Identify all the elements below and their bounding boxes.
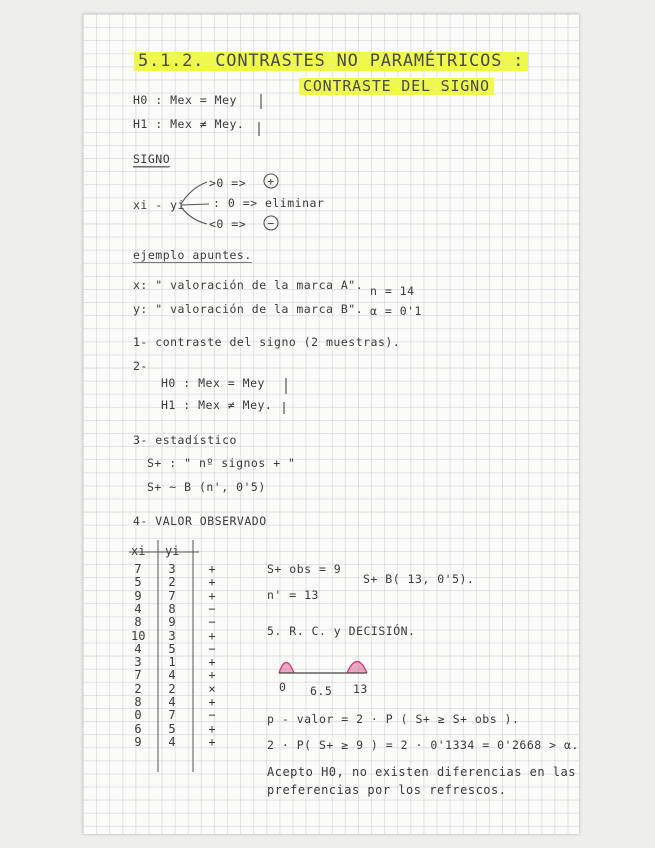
- table-cell-sign: −: [208, 601, 216, 616]
- n-value: n = 14: [370, 284, 415, 298]
- table-cell-x: 6: [134, 721, 142, 736]
- table-cell-y: 1: [168, 655, 176, 670]
- branch-zero: : 0 => eliminar: [213, 196, 325, 210]
- table-cell-x: 8: [134, 695, 142, 709]
- table-cell-y: 7: [168, 708, 176, 723]
- table-cell-y: 5: [168, 641, 176, 656]
- table-cell-x: 9: [134, 734, 142, 749]
- table-cell-sign: +: [208, 721, 216, 736]
- table-cell-x: 2: [134, 681, 142, 696]
- conclusion-line-2: preferencias por los refrescos.: [267, 783, 507, 797]
- table-cell-y: 4: [168, 668, 176, 683]
- table-cell-x: 4: [134, 641, 142, 656]
- table-cell-y: 7: [168, 588, 176, 603]
- table-cell-y: 4: [168, 734, 176, 749]
- table-cell-y: 4: [168, 695, 176, 709]
- table-cell-sign: +: [208, 628, 216, 643]
- table-header-x: xi: [131, 544, 146, 558]
- step-2: 2-: [133, 359, 148, 373]
- n-prime: n' = 13: [267, 588, 319, 602]
- table-cell-y: 8: [168, 601, 176, 616]
- table-cell-y: 3: [168, 628, 176, 643]
- example-heading: ejemplo apuntes.: [133, 248, 252, 262]
- table-cell-x: 7: [134, 668, 142, 683]
- hypothesis-h1-top: H1 : Mex ≠ Mey.: [133, 117, 245, 131]
- table-cell-sign: +: [208, 734, 216, 749]
- statistic-distribution: S+ ~ B (n', 0'5): [147, 480, 266, 494]
- table-cell-x: 9: [134, 588, 142, 603]
- sign-difference: xi - yi: [133, 198, 185, 212]
- branch-positive: >0 =>: [209, 176, 247, 190]
- conclusion-line-1: Acepto H0, no existen diferencias en las: [267, 765, 576, 779]
- table-cell-x: 8: [134, 615, 142, 630]
- table-cell-x: 4: [134, 601, 142, 616]
- table-cell-sign: +: [208, 562, 216, 576]
- alpha-value: α = 0'1: [370, 304, 422, 318]
- title-line-2: CONTRASTE DEL SIGNO: [299, 78, 494, 95]
- hypothesis-h0: H0 : Mex = Mey: [161, 376, 265, 390]
- table-cell-x: 3: [134, 655, 142, 670]
- s-observed: S+ obs = 9: [267, 562, 342, 576]
- title-line-1: 5.1.2. CONTRASTES NO PARAMÉTRICOS :: [134, 52, 528, 71]
- table-cell-y: 9: [168, 615, 176, 630]
- table-cell-sign: +: [208, 655, 216, 670]
- step-1: 1- contraste del signo (2 muestras).: [133, 335, 401, 349]
- table-cell-sign: +: [208, 588, 216, 603]
- y-definition: y: " valoración de la marca B".: [133, 302, 364, 316]
- table-cell-sign: +: [208, 668, 216, 683]
- table-cell-x: 5: [134, 575, 142, 590]
- table-header-y: yi: [165, 544, 180, 558]
- branch-negative: <0 =>: [209, 217, 247, 231]
- table-cell-sign: −: [208, 615, 216, 630]
- hypothesis-h0-top: H0 : Mex = Mey: [133, 93, 237, 107]
- table-cell-y: 2: [168, 681, 176, 696]
- table-cell-x: 0: [134, 708, 142, 723]
- table-cell-sign: ×: [208, 681, 216, 696]
- ink-strokes: [83, 14, 579, 834]
- plus-circle-icon: +: [267, 175, 275, 188]
- p-value-formula: p - valor = 2 · P ( S+ ≥ S+ obs ).: [267, 712, 520, 726]
- x-definition: x: " valoración de la marca A".: [133, 278, 364, 292]
- p-value-calculation: 2 · P( S+ ≥ 9 ) = 2 · 0'1334 = 0'2668 > α.: [267, 738, 579, 752]
- table-cell-y: 3: [168, 562, 176, 576]
- axis-label-mid: 6.5: [310, 684, 333, 698]
- table-cell-sign: −: [208, 708, 216, 723]
- table-cell-y: 2: [168, 575, 176, 590]
- table-cell-y: 5: [168, 721, 176, 736]
- signo-heading: SIGNO: [133, 152, 171, 166]
- hypothesis-h1: H1 : Mex ≠ Mey.: [161, 398, 273, 412]
- table-cell-sign: +: [208, 695, 216, 709]
- notebook-page: [83, 14, 579, 834]
- step-3: 3- estadístico: [133, 433, 237, 447]
- table-cell-sign: +: [208, 575, 216, 590]
- s-binomial: S+ B( 13, 0'5).: [363, 572, 475, 586]
- axis-label-13: 13: [353, 682, 368, 696]
- axis-label-0: 0: [279, 680, 287, 694]
- table-cell-x: 7: [134, 562, 142, 576]
- minus-circle-icon: −: [267, 217, 275, 230]
- statistic-definition: S+ : " nº signos + ": [147, 456, 296, 470]
- step-4: 4- VALOR OBSERVADO: [133, 514, 267, 528]
- table-cell-sign: −: [208, 641, 216, 656]
- step-5: 5. R. C. y DECISIÓN.: [267, 624, 416, 638]
- table-cell-x: 10: [131, 628, 146, 643]
